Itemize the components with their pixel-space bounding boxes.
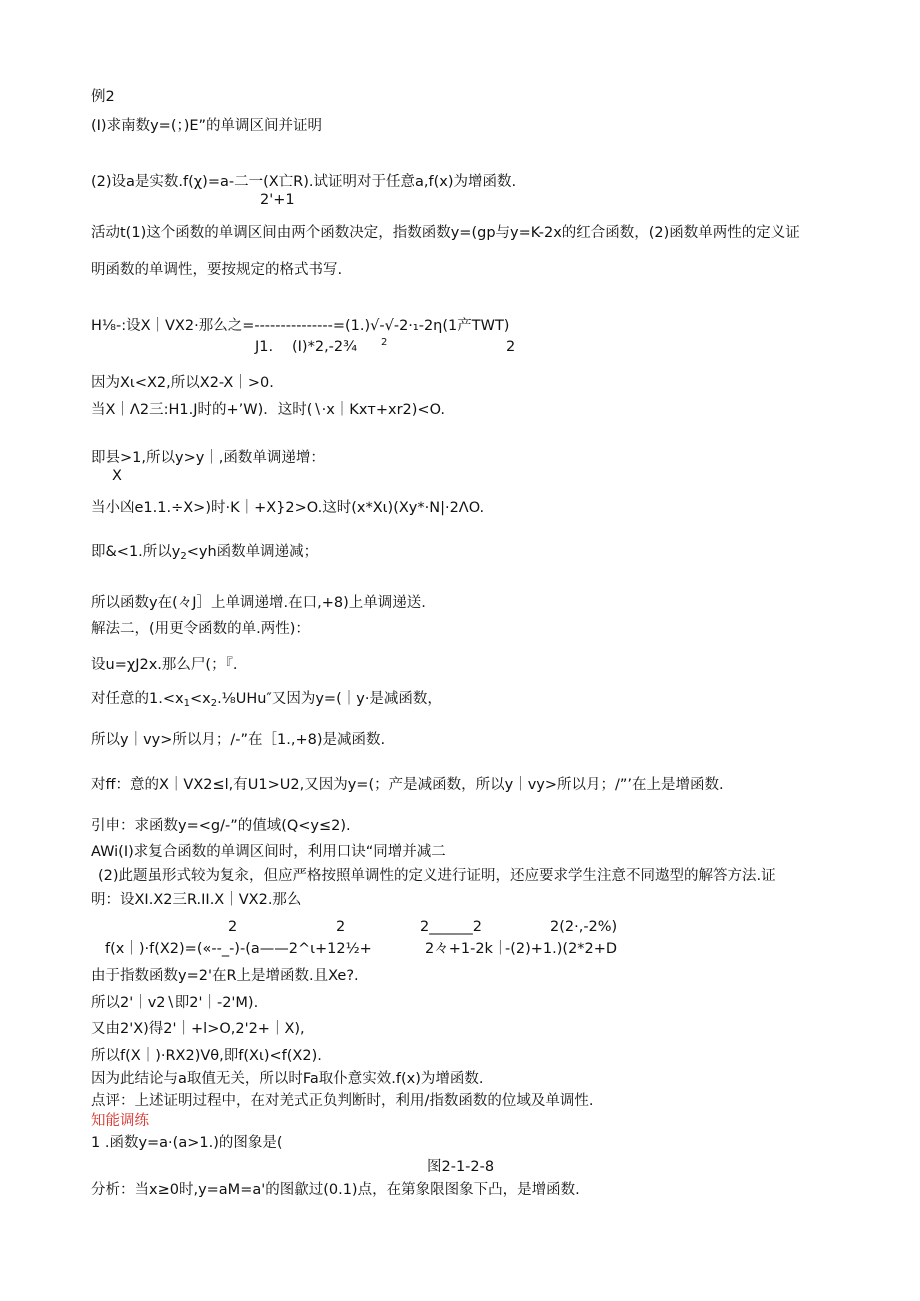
extension-line-4: 明：设XI.X2三R.II.X｜VX2.那么 [91,892,302,908]
solution1-line-6-sub: 2 [180,551,187,562]
figure-caption: 图2-1-2-8 [427,1159,495,1175]
solution2-line-2 [91,690,442,708]
solution1-line-8: 解法二，(用更令函数的单.两性)： [91,621,310,637]
activity-line-1: 活动t(1)这个函数的单调区间由两个函数决定，指数函数y=(gp与y=K-2x的红合函数，(2)函数单两性的定义证 [91,225,800,241]
example-question-2-denominator: 2'+1 [260,192,295,208]
formula-top-1: 2 [228,919,238,935]
proof-line-4: 所以f(X｜)·RX2)Vθ,即f(Xι)<f(X2). [91,1048,322,1064]
solution2-line-2-a: 对任意的1.<x [91,691,184,707]
solution1-line-6 [91,543,318,561]
solution2-line-2-s2: 2 [210,698,218,709]
proof-line-1: 由于指数函数y=2'在R上是增函数.且Xe?. [91,968,359,984]
proof-line-3: 又由2'X)得2'｜+l>O,2'2+｜X), [91,1021,305,1037]
solution1-line-6-a: 即&<1.所以y [91,544,181,560]
formula-mid: 2々+1-2k｜ [425,941,508,957]
example-question-1: (I)求南数y=(；)E”的单调区间并证明 [91,118,323,134]
formula-top-3: 2______2 [420,919,482,935]
solution1-sub-d: 2 [506,339,516,355]
solution1-line-5: 当小凶e1.1.÷X>)时·K｜+X}2>O.这时(x*Xι)(Xy*·N|·2ΛO. [91,500,485,516]
solution2-line-1: 设u=χJ2x.那么尸(；『. [91,657,238,673]
solution2-line-4: 对ff：意的X｜VX2≤l,有U1>U2,又因为y=(；产是减函数，所以y｜vy>所以月；/”’在上是增函数. [91,777,724,793]
example-label: 例2 [91,89,115,105]
solution1-line-4: 即县>1,所以y>y｜,函数单调递增： [91,450,325,466]
solution1-line-7: 所以函数y在(々J］上单调递增.在口,+8)上单调递送. [91,595,426,611]
example-question-2: (2)设a是实数.f(χ)=a-二一(X亡R).试证明对于任意a,f(x)为增函数. [91,174,517,190]
formula-top-4: 2(2·,-2%) [550,919,618,935]
proof-line-6: 点评：上述证明过程中，在对羌式正负判断时，利用/指数函数的位域及单调性. [91,1093,594,1109]
solution1-line-3: 当X｜Λ2三:H1.J时的+’W)．这时(∖·x｜Kxт+xr2)<O. [91,402,446,418]
solution1-sub-b: (I)*2,-2¾ [292,339,358,355]
solution2-line-3: 所以y｜vy>所以月；/-”在［1.,+8)是减函数. [91,732,386,748]
training-analysis: 分析：当x≥0时,y=aM=a'的图歙过(0.1)点，在第象限图象下凸，是增函数. [91,1182,580,1198]
extension-line-3: (2)此题虽形式较为复汆，但应严格按照单调性的定义进行证明，还应要求学生注意不同遨型的解答方法.证 [98,868,776,884]
formula-top-2: 2 [336,919,346,935]
solution1-line-1: H⅛-:设X｜VX2·那么之=---------------=(1.)√-√-2·₁-2η(1产TWT) [91,318,510,334]
proof-line-5: 因为此结论与a取值无关，所以时Fa取仆意实效.f(x)为增函数. [91,1071,484,1087]
solution1-line-2: 因为Xι<X2,所以X2-X｜>0. [91,375,274,391]
proof-line-2: 所以2'｜v2∖即2'｜-2'M). [91,995,259,1011]
solution1-line-6-b: <yh函数单调递减； [186,544,319,560]
solution2-line-2-s1: 1 [183,698,190,709]
solution1-sub-c: 2 [381,337,388,348]
extension-line-1: 引申：求函数y=<g∕-”的值域(Q<y≤2). [91,818,351,834]
formula-main: f(x｜)·f(X2)=(«--_-)-(a——2^ι+12½+ [105,941,372,957]
solution1-sub-a: J1. [255,339,274,355]
training-heading: 知能调练 [91,1113,149,1129]
activity-line-2: 明函数的单调性，要按规定的格式书写. [91,262,343,278]
solution2-line-2-c: .⅛UHu″又因为y=(｜y·是减函数， [217,691,442,707]
formula-right: -(2)+1.)(2*2+D [505,941,618,957]
training-question-1: 1 .函数y=a·(a>1.)的图象是( [91,1135,283,1151]
solution1-line-4b: X [112,468,122,484]
extension-line-2: AWi(I)求复合函数的单调区间时，利用口诀“同增并减二 [91,844,446,860]
solution2-line-2-b: <x [189,691,211,707]
